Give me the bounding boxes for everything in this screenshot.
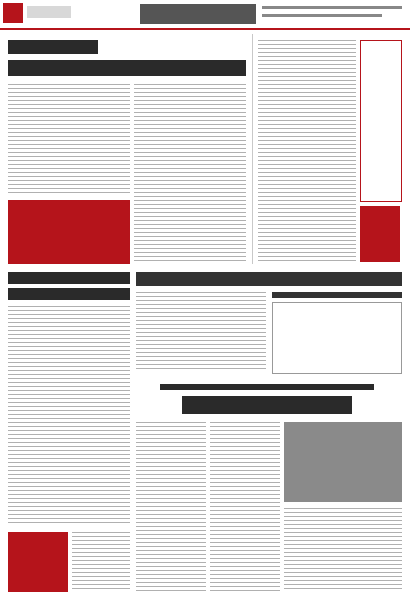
article-2-body: [8, 306, 130, 526]
feature-body-col-2: [210, 422, 280, 592]
lead-article-photo: [8, 200, 130, 264]
feature-body-col-3: [284, 508, 402, 592]
feature-subheadline: [160, 384, 374, 390]
editor-line: [262, 14, 382, 17]
commentary-title-box: [360, 40, 402, 202]
section-title: [140, 4, 256, 24]
column-rule: [252, 34, 253, 264]
lead-headline-line-1: [8, 40, 98, 54]
date-line: [262, 6, 402, 9]
article-2-headline-line-1: [8, 272, 130, 284]
safety-headline: [136, 272, 402, 286]
commentary-illustration: [360, 206, 400, 262]
masthead: [0, 0, 410, 30]
lead-headline-line-2: [8, 60, 246, 76]
lead-article-body-col-2: [134, 84, 246, 264]
feature-body-col-1: [136, 422, 206, 592]
column-logo-body: [72, 532, 130, 592]
table-title: [272, 292, 402, 298]
feature-photo: [284, 422, 402, 502]
page-number-badge: [3, 3, 23, 23]
safety-article-body: [136, 292, 266, 372]
column-logo: [8, 532, 68, 592]
lead-article-body: [8, 84, 130, 196]
section-tag: [27, 6, 71, 18]
commentary-body: [258, 40, 356, 264]
feature-headline: [182, 396, 352, 414]
schedule-table: [272, 302, 402, 374]
article-2-headline-line-2: [8, 288, 130, 300]
